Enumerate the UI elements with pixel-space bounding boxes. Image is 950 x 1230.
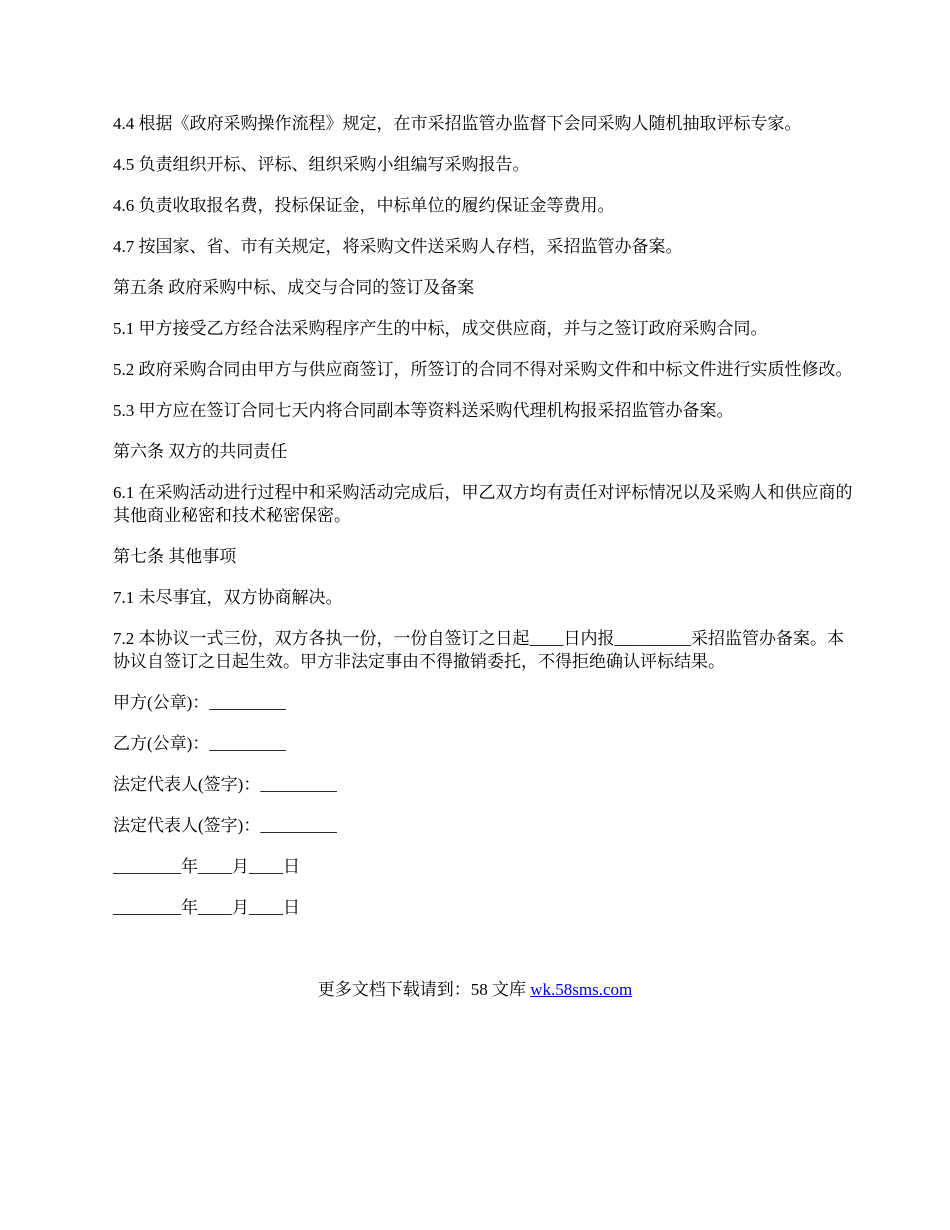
legal-rep-signature-line: 法定代表人(签字)：_________: [113, 775, 337, 794]
date-line: ________年____月____日: [113, 898, 300, 917]
document-body: [113, 112, 853, 937]
clause-4-5: 4.5 负责组织开标、评标、组织采购小组编写采购报告。: [113, 155, 530, 174]
clause-4-6: 4.6 负责收取报名费，投标保证金，中标单位的履约保证金等费用。: [113, 196, 615, 215]
clause-5-1: 5.1 甲方接受乙方经合法采购程序产生的中标，成交供应商，并与之签订政府采购合同。: [113, 319, 768, 338]
footer-link[interactable]: wk.58sms.com: [530, 980, 633, 999]
party-b-seal-line: 乙方(公章)：_________: [113, 734, 286, 753]
footer-text: 更多文档下载请到：58 文库: [317, 980, 531, 999]
clause-4-7: 4.7 按国家、省、市有关规定，将采购文件送采购人存档，采招监管办备案。: [113, 237, 683, 256]
clause-7-2: 7.2 本协议一式三份，双方各执一份，一份自签订之日起____日内报_________采招监管办备案。本协议自签订之日起生效。甲方非法定事由不得撤销委托，不得拒绝确认评标结果。: [113, 629, 844, 671]
party-a-seal-line: 甲方(公章)：_________: [113, 693, 286, 712]
article-7-heading: 第七条 其他事项: [113, 547, 237, 566]
clause-5-3: 5.3 甲方应在签订合同七天内将合同副本等资料送采购代理机构报采招监管办备案。: [113, 401, 734, 420]
clause-6-1: 6.1 在采购活动进行过程中和采购活动完成后，甲乙双方均有责任对评标情况以及采购人和供应商的其他商业秘密和技术秘密保密。: [113, 483, 853, 525]
article-6-heading: 第六条 双方的共同责任: [113, 442, 288, 461]
legal-rep-signature-line: 法定代表人(签字)：_________: [113, 816, 337, 835]
date-line: ________年____月____日: [113, 857, 300, 876]
footer: [0, 978, 950, 1001]
clause-4-4: 4.4 根据《政府采购操作流程》规定，在市采招监管办监督下会同采购人随机抽取评标专家。: [113, 114, 802, 133]
clause-5-2: 5.2 政府采购合同由甲方与供应商签订，所签订的合同不得对采购文件和中标文件进行实质性修改。: [113, 360, 853, 379]
clause-7-1: 7.1 未尽事宜，双方协商解决。: [113, 588, 343, 607]
article-5-heading: 第五条 政府采购中标、成交与合同的签订及备案: [113, 278, 475, 297]
